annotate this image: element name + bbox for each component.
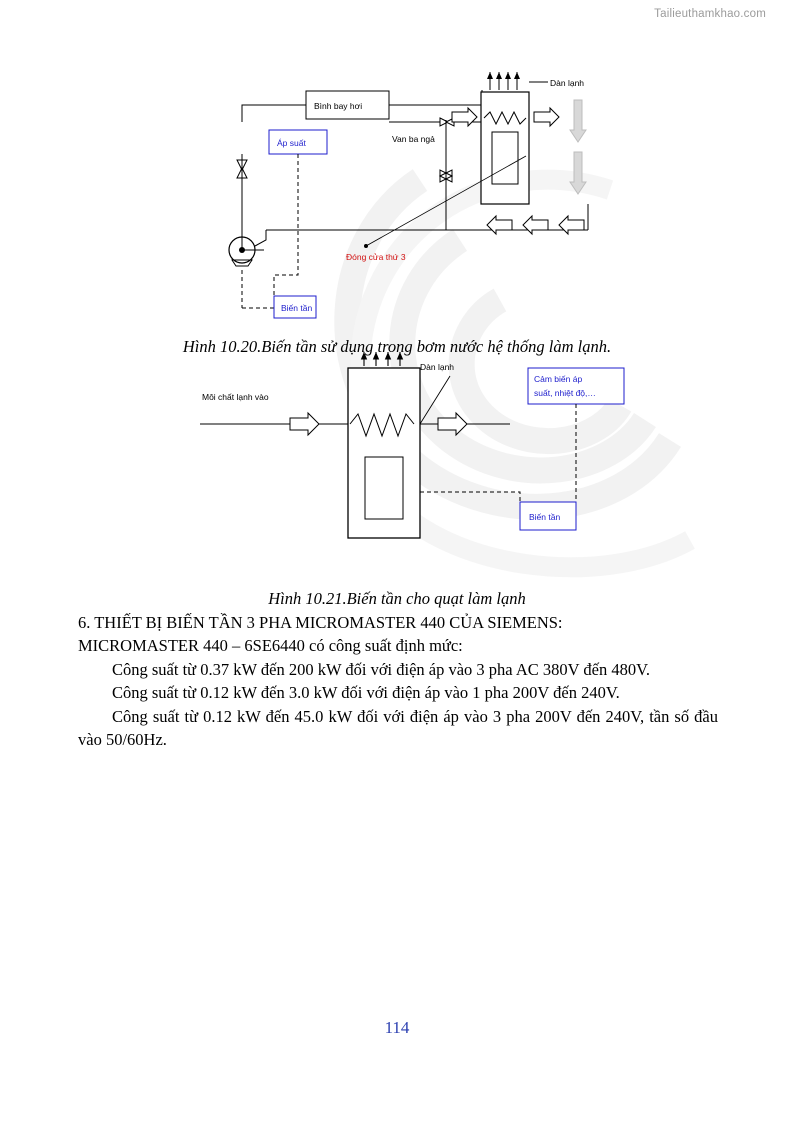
body-text-block [78,611,718,752]
label-cooling-coil-1: Dàn lạnh [550,78,585,88]
figure-10-20-caption: Hình 10.20.Biến tần sử dụng trong bơm nước hệ thống làm lạnh. [182,337,612,356]
label-evaporator: Bình bay hơi [314,101,363,111]
paragraph-2: Công suất từ 0.12 kW đến 3.0 kW đối với điện áp vào 1 pha 200V đến 240V. [112,683,620,703]
label-third-door: Đóng cửa thứ 3 [346,252,406,262]
section-heading: 6. THIẾT BỊ BIẾN TẦN 3 PHA MICROMASTER 440 CỦA SIEMENS: [78,613,563,632]
label-inverter-2: Biến tần [529,512,561,522]
section-subline: MICROMASTER 440 – 6SE6440 có công suất định mức: [78,636,463,656]
site-watermark-text: Tailieuthamkhao.com [654,8,766,20]
paragraph-1: Công suất từ 0.37 kW đến 200 kW đối với điện áp vào 3 pha AC 380V đến 480V. [112,659,650,679]
figure-10-20 [196,60,616,335]
figure-10-21 [180,352,640,587]
figure-10-21-caption: Hình 10.21.Biến tần cho quạt làm lạnh [268,589,526,608]
paragraph-3: Công suất từ 0.12 kW đến 45.0 kW đối với điện áp vào 3 pha 200V đến 240V, tần số đầu vào 50/60Hz. [78,706,718,750]
label-pressure: Áp suất [277,138,306,148]
page-number: 114 [384,1018,410,1037]
label-sensor-line1: Cảm biến áp [534,374,583,384]
label-three-way-valve: Van ba ngả [392,134,435,144]
label-cooling-coil-2: Dàn lạnh [420,362,455,372]
label-refrigerant-in: Môi chất lạnh vào [202,392,269,402]
label-inverter-1: Biến tần [281,303,313,313]
label-sensor-line2: suất, nhiệt độ,… [534,388,596,398]
